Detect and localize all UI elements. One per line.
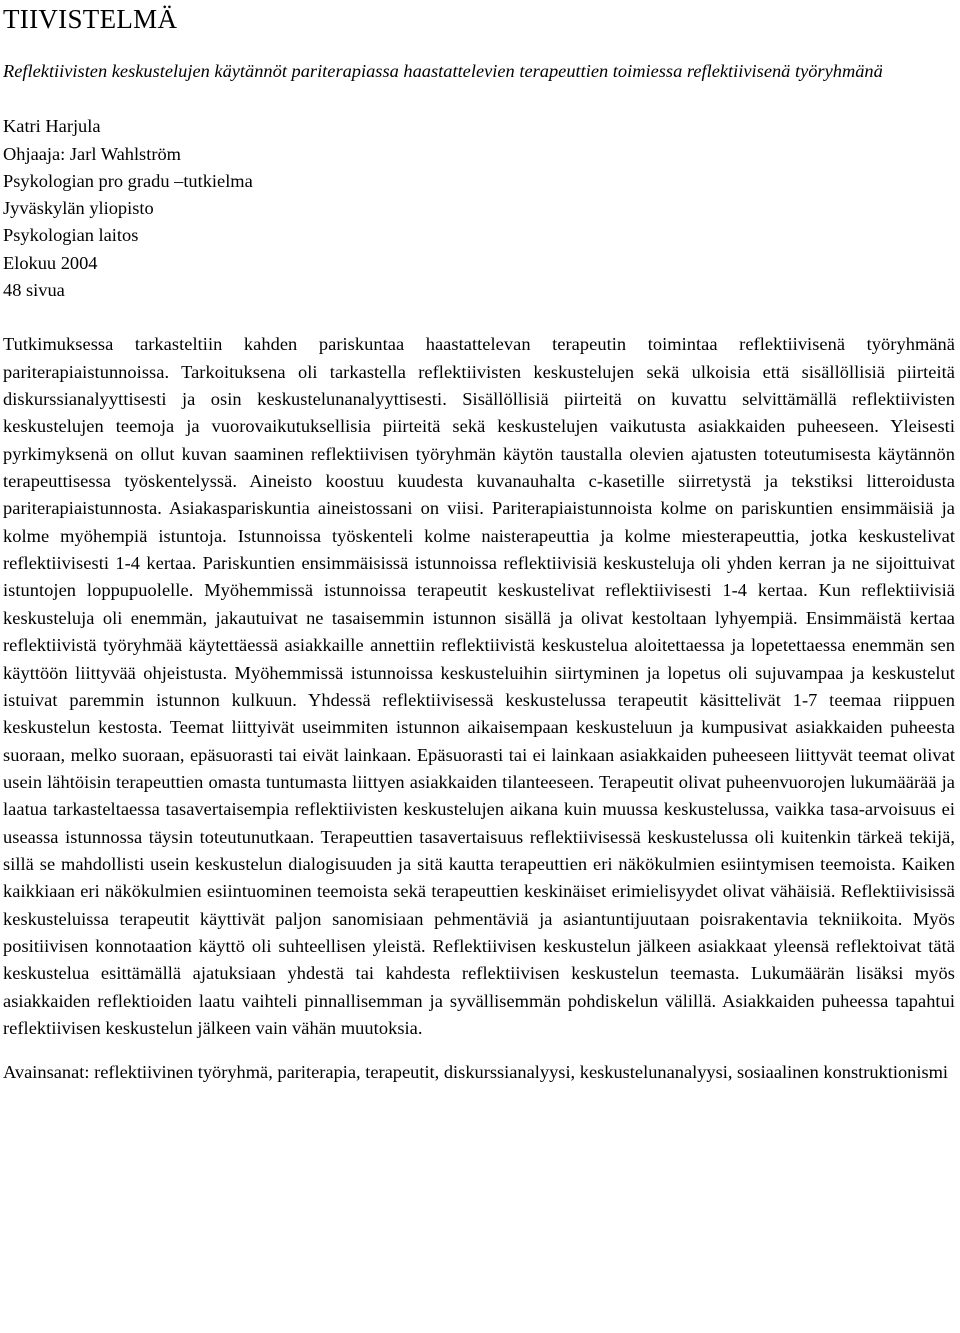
page-title: TIIVISTELMÄ (3, 4, 178, 34)
abstract-paragraph: Tutkimuksessa tarkasteltiin kahden pariskuntaa haastattelevan terapeutin toimintaa reflektiivisenä työryhmänä pariterapiaistunnoissa. Tarkoituksena oli tarkastella reflektiivisten keskustelujen sekä ulkoisia että sisällöllisiä piirteitä diskurssianalyyttisesti ja osin keskustelunanalyyttisesti. Sisällöllisiä piirteitä on kuvattu selvittämällä reflektiivisten keskustelujen teemoja ja vuorovaikutuksellisia piirteitä sekä keskustelujen vaikutusta asiakkaiden puheeseen. Yleisesti pyrkimyksenä on ollut kuvan saaminen reflektiivisen työryhmän käytön taustalla olevien ajatusten toteutumisesta käytännön terapeuttisessa työskentelyssä. Aineisto koostuu kuudesta kuvanauhalta c-kasetille siirretystä ja tekstiksi litteroidusta pariterapiaistunnosta. Asiakaspariskuntia aineistossani on viisi. Pariterapiaistunnoista kolme on pariskuntien ensimmäisiä ja kolme myöhempiä istuntoja. Istunnoissa työskenteli kolme naisterapeuttia ja kolme miesterapeuttia, jotka keskustelivat reflektiivisesti 1-4 kertaa. Pariskuntien ensimmäisissä istunnoissa reflektiivisiä keskusteluja oli yhden kerran ja ne sijoittuivat istuntojen loppupuolelle. Myöhemmissä istunnoissa terapeutit keskustelivat reflektiivisesti 1-4 kertaa. Kun reflektiivisiä keskusteluja oli enemmän, jakautuivat ne tasaisemmin istunnon sisällä ja olivat kestoltaan lyhyempiä. Ensimmäistä kertaa reflektiivistä työryhmää käytettäessä asiakkaille annettiin reflektiivistä keskustelua aloitettaessa ja lopetettaessa enemmän sen käyttöön liittyvää ohjeistusta. Myöhemmissä istunnoissa keskusteluihin siirtyminen ja lopetus oli sujuvampaa ja keskustelut istuivat paremmin istunnon kulkuun. Yhdessä reflektiivisessä keskustelussa terapeutit käsittelivät 1-7 teemaa riippuen keskustelun kestosta. Teemat liittyivät useimmiten istunnon aikaisempaan keskusteluun ja kumpusivat asiakkaiden puheesta suoraan, melko suoraan, epäsuorasti tai eivät lainkaan. Epäsuorasti tai ei lainkaan asiakkaiden puheeseen liittyvät teemat olivat usein lähtöisin terapeuttien omasta tuntumasta liittyen asiakkaiden tilanteeseen. Terapeutit olivat puheenvuorojen lukumäärää ja laatua tarkasteltaessa tasavertaisempia reflektiivisten keskustelujen aikana kuin muussa keskustelussa, vaikka tasa-arvoisuus ei useassa istunnossa täysin toteutunutkaan. Terapeuttien tasavertaisuus reflektiivisessä keskustelussa oli kuitenkin tärkeä tekijä, sillä se mahdollisti usein keskustelun dialogisuuden ja sitä kautta terapeuttien eri näkökulmien esiintymisen teemoista. Kaiken kaikkiaan eri näkökulmien esiintuominen teemoista sekä terapeuttien keskinäiset erimielisyydet olivat vähäisiä. Reflektiivisissä keskusteluissa terapeutit käyttivät paljon sanomisiaan pehmentäviä ja asiantuntijuutaan poisrakentavia tekniikoita. Myös positiivisen konnotaation käyttö oli suhteellisen yleistä. Reflektiivisen keskustelun jälkeen asiakkaat yleensä reflektoivat tätä keskustelua esittämällä ajatuksiaan yhdestä tai kahdesta reflektiivisen keskustelun teemasta. Lukumäärän lisäksi myös asiakkaiden reflektioiden laatu vaihteli pinnallisemman ja syvällisemmän pohdiskelun välillä. Asiakkaiden puheessa tapahtui reflektiivisen keskustelun jälkeen vain vähän muutoksia. (3, 334, 955, 1038)
supervisor-line: Ohjaaja: Jarl Wahlström (3, 143, 181, 164)
document-page (3, 0, 955, 1087)
keywords-paragraph: Avainsanat: reflektiivinen työryhmä, pariterapia, terapeutit, diskurssianalyysi, keskustelunanalyysi, sosiaalinen konstruktionismi (3, 1062, 949, 1083)
thesis-subtitle: Reflektiivisten keskustelujen käytännöt pariterapiassa haastattelevien terapeuttien toimiessa reflektiivisenä työryhmänä (3, 61, 883, 81)
thesis-metadata (3, 113, 955, 304)
department-name: Psykologian laitos (3, 225, 139, 246)
author-name: Katri Harjula (3, 116, 101, 137)
page-count: 48 sivua (3, 280, 65, 301)
thesis-date: Elokuu 2004 (3, 252, 98, 273)
university-name: Jyväskylän yliopisto (3, 198, 154, 219)
thesis-type: Psykologian pro gradu –tutkielma (3, 170, 253, 191)
